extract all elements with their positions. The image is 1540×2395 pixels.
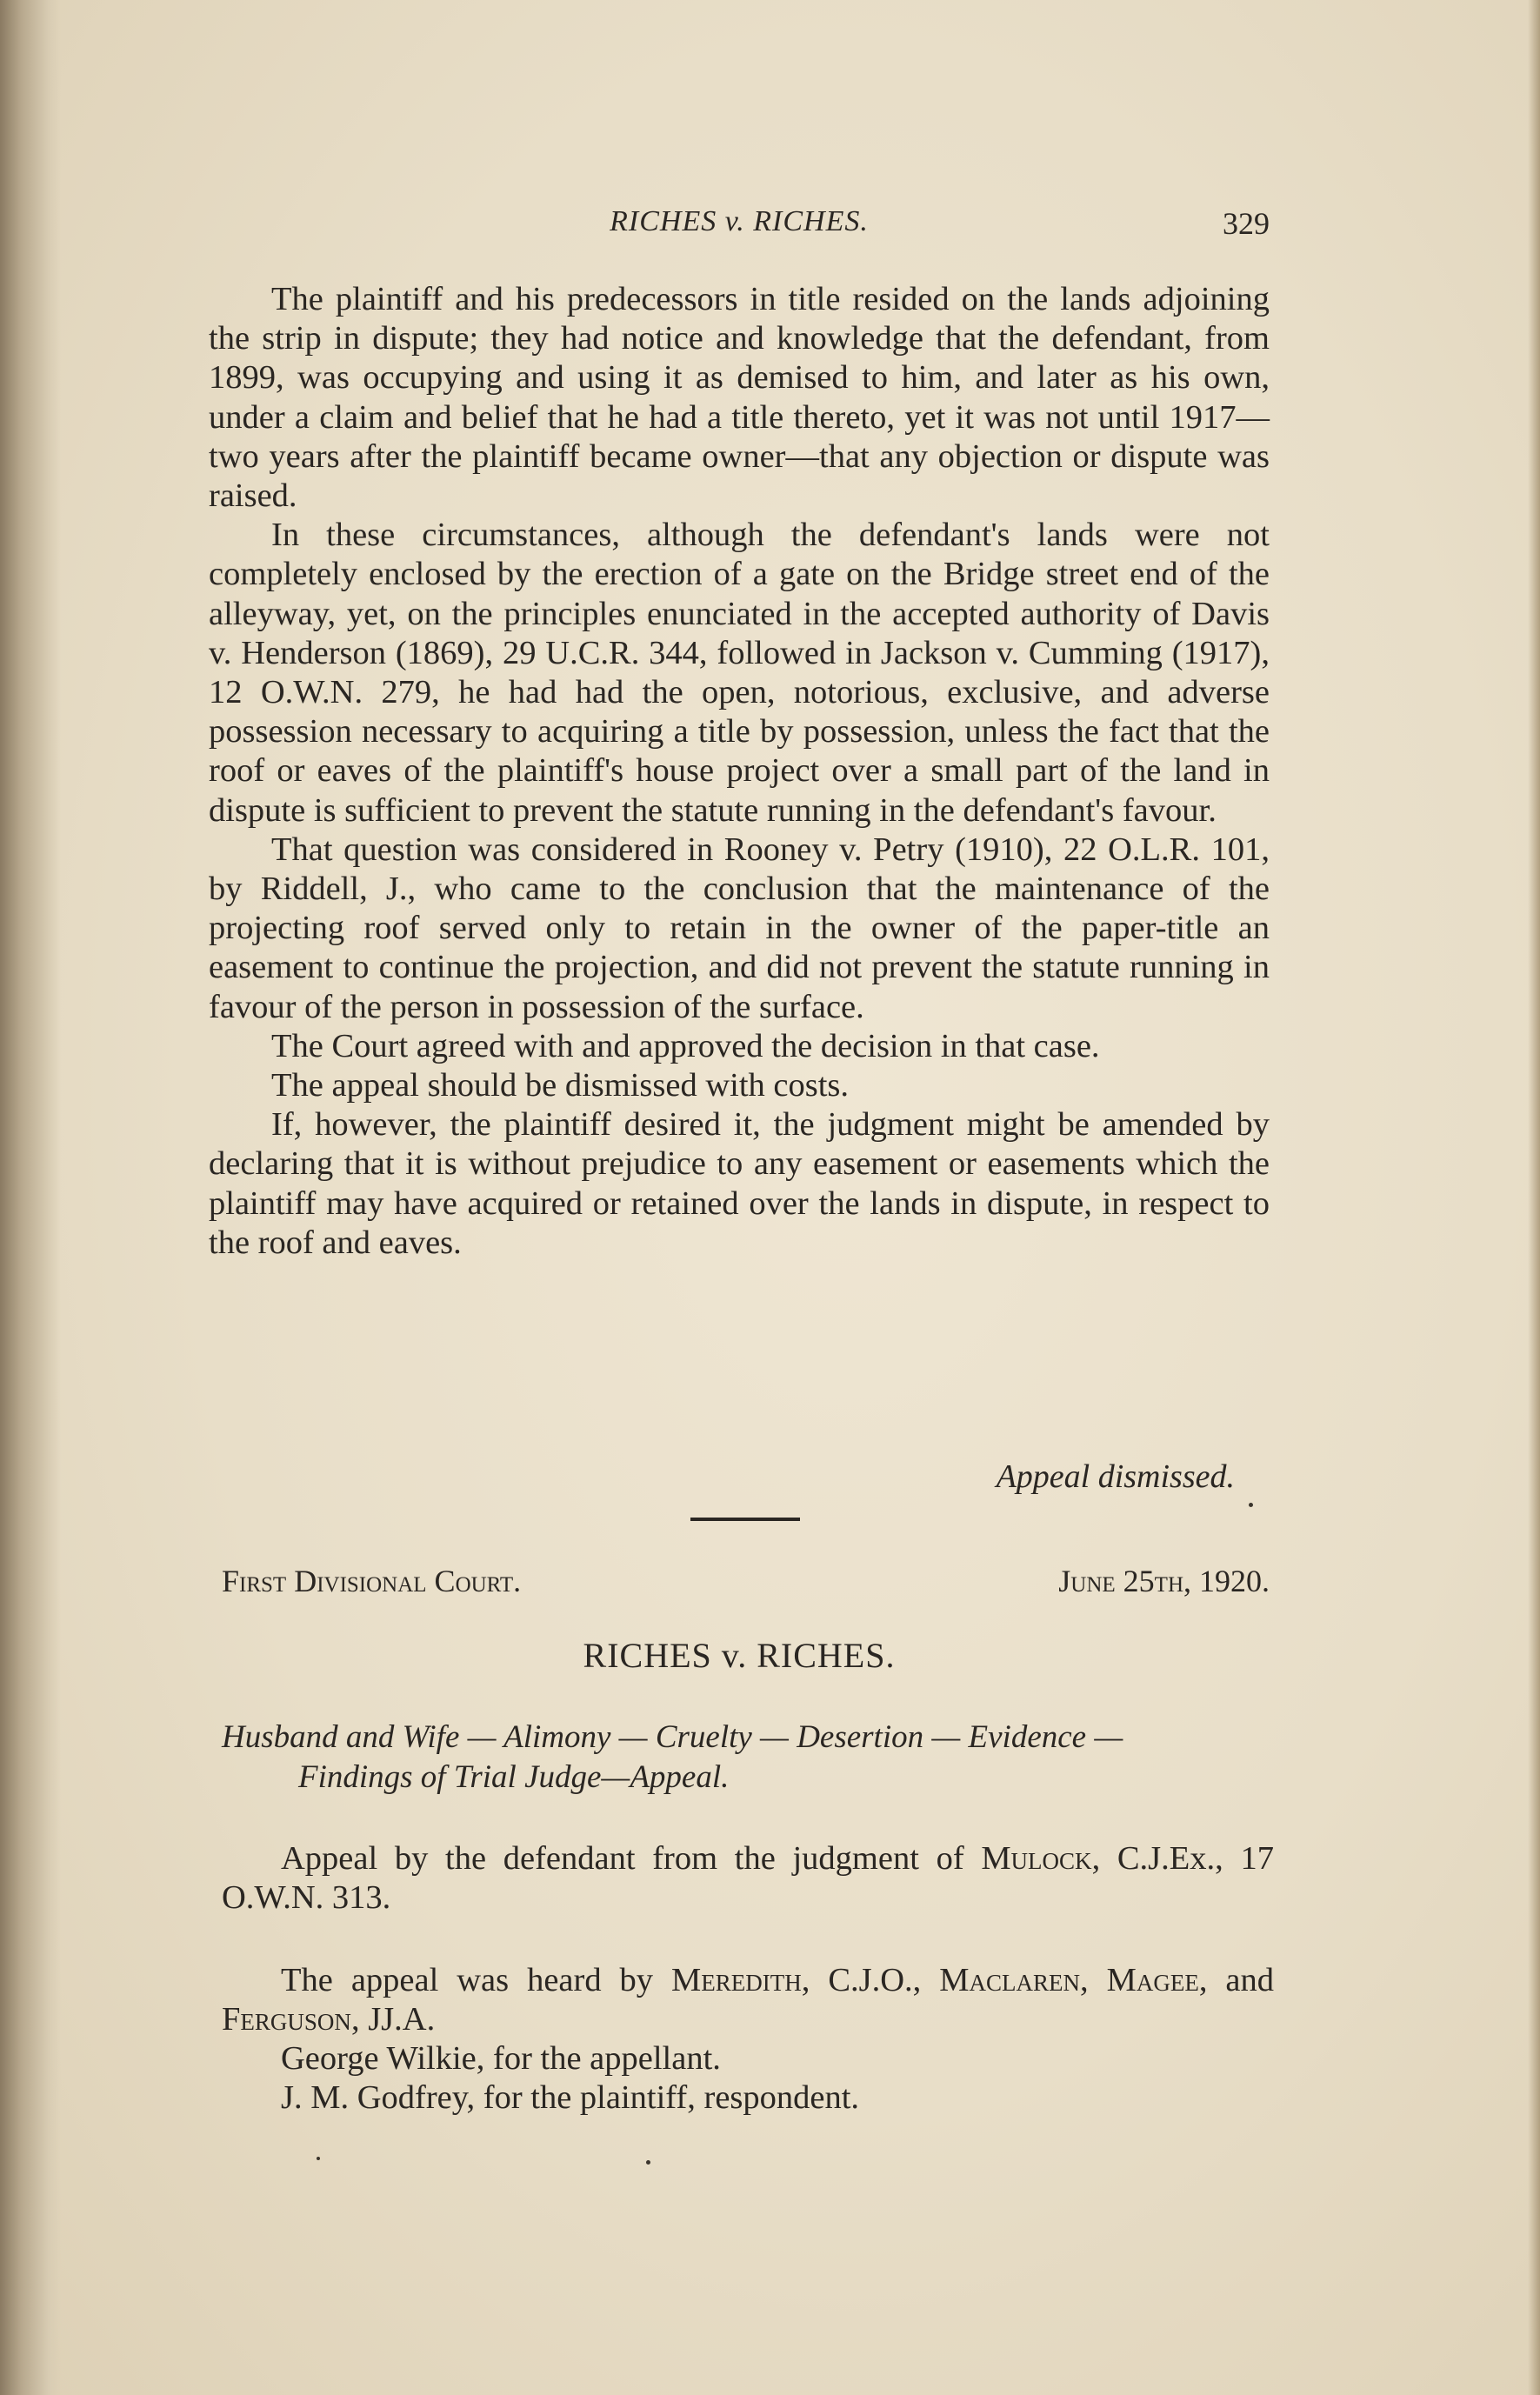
hearing-lead: The appeal was heard by [281, 1962, 672, 1998]
page-binding-shadow [0, 0, 61, 2395]
judge-name: Ferguson [222, 2001, 351, 2038]
ink-speck [646, 2160, 650, 2165]
hearing-paragraph [222, 1961, 1274, 2039]
headnote [222, 1718, 1274, 1798]
ink-speck [317, 2157, 320, 2160]
body-paragraph: That question was considered in Rooney v. Petry (1910), 22 O.L.R. 101, by Riddell, J., who came to the conclusion that the maintenance of the projecting roof served only to retain in the owner of the paper-title an easement to continue the projection, and did not prevent the statute running in favour of the person in possession of the surface. [209, 831, 1270, 1025]
section-divider [690, 1518, 800, 1521]
appeal-statement [222, 1839, 1274, 1918]
judge-separator: , [1080, 1962, 1107, 1998]
appeal-result: Appeal dismissed. [996, 1458, 1235, 1495]
appeal-citation: , C.J.Ex., 17 O.W.N. 313. [222, 1840, 1274, 1916]
hearing-block [222, 1961, 1274, 2118]
headnote-line: Husband and Wife — Alimony — Cruelty — Desertion — Evidence — [222, 1719, 1123, 1755]
judge-name: Maclaren [939, 1962, 1080, 1998]
judges-suffix: , JJ.A. [350, 2001, 436, 2038]
appeal-paragraph [222, 1839, 1274, 1918]
body-paragraph: The plaintiff and his predecessors in title resided on the lands adjoining the strip in dispute; they had notice and knowledge that the defendant, from 1899, was occupying and using it as demised to him, and later as his own, under a claim and belief that he had a title thereto, yet it was not until 1917—two years after the plaintiff became owner—that any objection or dispute was raised. [209, 281, 1270, 515]
body-paragraph: The Court agreed with and approved the decision in that case. [271, 1027, 1100, 1064]
judge-name: Meredith [671, 1962, 802, 1998]
page-number: 329 [1223, 206, 1270, 241]
counsel-respondent: J. M. Godfrey, for the plaintiff, respondent. [281, 2079, 860, 2116]
body-paragraph: In these circumstances, although the defendant's lands were not completely enclosed by the erection of a gate on the Bridge street end of the alleyway, yet, on the principles enunciated in the accepted authority of Davis v. Henderson (1869), 29 U.C.R. 344, followed in Jackson v. Cumming (1917), 12 O.W.N. 279, he had had the open, notorious, exclusive, and adverse possession necessary to acquiring a title by possession, unless the fact that the roof or eaves of the plaintiff's house project over a small part of the land in dispute is sufficient to prevent the statute running in the defendant's favour. [209, 517, 1270, 829]
body-paragraph: The appeal should be dismissed with costs. [271, 1067, 850, 1104]
body-paragraph: If, however, the plaintiff desired it, the judgment might be amended by declaring that it is without prejudice to any easement or easements which the plaintiff may have acquired or retained over the lands in dispute, in respect to the roof and eaves. [209, 1106, 1270, 1261]
trial-judge-name: Mulock [981, 1840, 1092, 1877]
counsel-appellant: George Wilkie, for the appellant. [281, 2040, 721, 2077]
judge-separator: , C.J.O., [801, 1962, 940, 1998]
headnote-line: Findings of Trial Judge—Appeal. [298, 1759, 730, 1795]
judgment-body [209, 280, 1270, 1263]
running-head [209, 205, 1270, 249]
court-name: First Divisional Court. [222, 1564, 522, 1598]
judge-name: Magee [1106, 1962, 1199, 1998]
page-edge-shadow [1528, 0, 1540, 2395]
judge-separator: , and [1198, 1962, 1274, 1998]
ink-speck [1249, 1503, 1253, 1507]
running-title: RICHES v. RICHES. [610, 205, 869, 237]
court-date: June 25th, 1920. [1058, 1564, 1270, 1598]
case-title: RICHES v. RICHES. [583, 1636, 896, 1675]
appeal-lead: Appeal by the defendant from the judgment of [281, 1840, 982, 1877]
